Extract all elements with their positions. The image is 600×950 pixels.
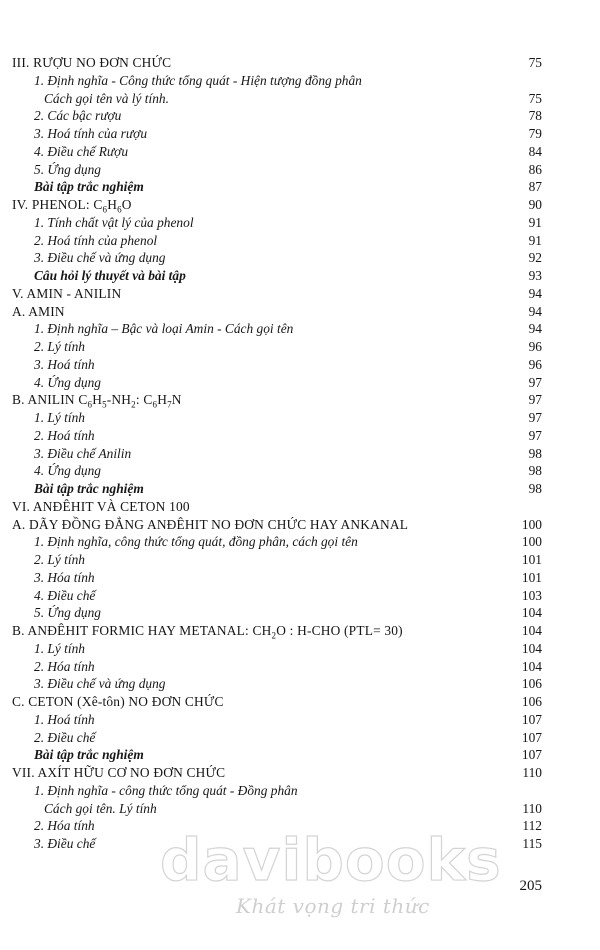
toc-entry-page: 94 [528, 321, 542, 337]
toc-entry-title: V. AMIN - ANILIN [12, 285, 122, 301]
toc-entry-page: 98 [528, 481, 542, 496]
toc-entry-title: 4. Ứng dụng [34, 463, 102, 479]
toc-entry-page: 112 [522, 818, 542, 834]
toc-entry-page: 110 [522, 800, 542, 816]
toc-entry-title: 1. Định nghĩa - Công thức tổng quát - Hiện tượng đồng phân [34, 72, 362, 88]
toc-entry-title: 3. Điều chế và ứng dụng [34, 250, 166, 266]
toc-entry-title: 1. Định nghĩa, công thức tổng quát, đồng phân, cách gọi tên [34, 534, 358, 550]
toc-entry-page: 87 [528, 179, 542, 195]
toc-entry-title: 2. Hóa tính [34, 818, 95, 834]
toc-entry-page: 75 [528, 90, 542, 106]
toc-entry-title: 1. Tính chất vật lý của phenol [34, 214, 194, 230]
toc-row [0, 675, 600, 693]
toc-entry-page: 110 [522, 765, 542, 780]
toc-entry-page: 106 [521, 694, 542, 709]
toc-entry-title: 3. Điều chế [34, 836, 96, 851]
toc-row [0, 285, 600, 303]
toc-row [0, 178, 600, 196]
toc-row [0, 604, 600, 622]
toc-row [0, 409, 600, 427]
toc-entry-title: 1. Định nghĩa - công thức tổng quát - Đồng phân [34, 782, 298, 798]
toc-entry-page: 97 [528, 427, 542, 443]
toc-entry-title: 1. Lý tính [34, 640, 85, 656]
toc-entry-page: 94 [528, 285, 542, 301]
toc-entry-page: 104 [521, 605, 542, 621]
toc-row [0, 232, 600, 250]
toc-row [0, 391, 600, 409]
toc-row [0, 214, 600, 232]
toc-entry-page: 79 [528, 126, 542, 141]
toc-entry-title: 3. Hoá tính của rượu [34, 126, 148, 141]
toc-row [0, 107, 600, 125]
toc-entry-title: 3. Điều chế Anilin [34, 445, 132, 461]
watermark-tagline: Khát vọng tri thức [236, 894, 430, 918]
toc-entry-title: 3. Hoá tính [34, 356, 95, 372]
toc-entry-title: IV. PHENOL: $C_6H_6O$ [12, 197, 132, 215]
toc-entry-title: 3. Điều chế và ứng dụng [34, 676, 166, 692]
toc-row [0, 90, 600, 108]
toc-entry-page: 75 [528, 55, 542, 70]
toc-entry-title: 2. Điều chế [34, 729, 96, 745]
toc-entry-title: VII. AXÍT HỮU CƠ NO ĐƠN CHỨC [12, 765, 226, 780]
toc-entry-title: A. AMIN [12, 303, 65, 319]
toc-row [0, 516, 600, 534]
toc-entry-page: 104 [521, 658, 542, 674]
page-number: 205 [519, 878, 542, 894]
toc-entry-page: 91 [528, 214, 542, 230]
toc-entry-title: 2. Lý tính [34, 552, 85, 567]
toc-entry-title: Bài tập trắc nghiệm [34, 179, 144, 195]
toc-row [0, 658, 600, 676]
toc-row [0, 54, 600, 72]
toc-entry-title: 2. Hóa tính [34, 658, 95, 674]
toc-row [0, 693, 600, 711]
toc-entry-page: 104 [521, 623, 542, 638]
toc-row [0, 462, 600, 480]
toc-entry-page: 107 [521, 747, 542, 763]
toc-entry-title: Bài tập trắc nghiệm [34, 747, 144, 763]
toc-entry-title: 2. Các bậc rượu [34, 108, 122, 124]
toc-entry-page: 86 [528, 161, 542, 177]
toc-entry-title: VI. ANĐÊHIT VÀ CETON 100 [12, 498, 190, 514]
toc-entry-page: 96 [528, 339, 542, 354]
toc-entry-page: 115 [522, 836, 542, 851]
toc-row [0, 640, 600, 658]
toc-entry-page: 106 [521, 676, 542, 692]
toc-entry-title: 4. Điều chế Rượu [34, 143, 129, 159]
toc-entry-page: 101 [521, 569, 542, 585]
toc-row [0, 800, 600, 818]
toc-row [0, 249, 600, 267]
toc-row [0, 267, 600, 285]
toc-row [0, 533, 600, 551]
toc-entry-title: 2. Lý tính [34, 339, 85, 354]
toc-row [0, 125, 600, 143]
toc-row [0, 303, 600, 321]
toc-row [0, 764, 600, 782]
toc-entry-title: III. RƯỢU NO ĐƠN CHỨC [12, 55, 172, 70]
toc-row [0, 746, 600, 764]
toc-row [0, 587, 600, 605]
toc-row [0, 729, 600, 747]
toc-entry-title: B. ANILIN $C_6H_5-NH_2$: $C_6H_7N$ [12, 392, 182, 410]
toc-entry-page: 97 [528, 374, 542, 390]
toc-entry-page: 90 [528, 197, 542, 212]
toc-row [0, 569, 600, 587]
toc-entry-page: 91 [528, 232, 542, 248]
toc-entry-title: Bài tập trắc nghiệm [34, 481, 144, 496]
toc-row [0, 498, 600, 516]
toc-entry-title: A. DÃY ĐỒNG ĐẲNG ANĐÊHIT NO ĐƠN CHỨC HAY ANKANAL [12, 516, 409, 532]
toc-row [0, 427, 600, 445]
toc-entry-page: 94 [528, 303, 542, 319]
toc-entry-page: 103 [521, 587, 542, 603]
toc-entry-title: 4. Ứng dụng [34, 374, 102, 390]
toc-entry-page: 96 [528, 356, 542, 372]
toc-entry-page: 101 [521, 552, 542, 567]
toc-row [0, 711, 600, 729]
toc-entry-title: 2. Hoá tính [34, 427, 95, 443]
toc-entry-title: 4. Điều chế [34, 587, 96, 603]
toc-entry-title: 5. Ứng dụng [34, 161, 102, 177]
toc-entry-page: 97 [528, 410, 542, 425]
toc-row [0, 338, 600, 356]
watermark-brand: davibooks [160, 826, 502, 894]
toc-entry-page: 104 [521, 640, 542, 656]
toc-entry-page: 93 [528, 268, 542, 283]
toc-entry-title: 3. Hóa tính [34, 569, 95, 585]
toc-entry-page: 98 [528, 463, 542, 479]
toc-row [0, 356, 600, 374]
toc-row [0, 480, 600, 498]
toc-row [0, 143, 600, 161]
toc-entry-title: 1. Hoá tính [34, 711, 95, 727]
toc-row [0, 782, 600, 800]
toc-entry-title: C. CETON (Xê-tôn) NO ĐƠN CHỨC [12, 694, 224, 709]
toc-row [0, 161, 600, 179]
toc-entry-title: 2. Hoá tính của phenol [34, 232, 158, 248]
toc-entry-page: 78 [528, 108, 542, 124]
toc-entry-page: 100 [521, 516, 542, 532]
toc-row [0, 72, 600, 90]
toc-row [0, 196, 600, 214]
toc-entry-page: 100 [521, 534, 542, 550]
toc-row [0, 445, 600, 463]
toc-row [0, 622, 600, 640]
toc-entry-title: 5. Ứng dụng [34, 605, 102, 621]
toc-row [0, 374, 600, 392]
toc-entry-title: Câu hỏi lý thuyết và bài tập [34, 268, 186, 283]
toc-entry-page: 97 [528, 392, 542, 408]
toc-entry-title: 1. Định nghĩa – Bậc và loại Amin - Cách gọi tên [34, 321, 294, 337]
toc-entry-page: 92 [528, 250, 542, 266]
toc-entry-page: 98 [528, 445, 542, 461]
toc-entry-title: Cách gọi tên. Lý tính [44, 800, 157, 816]
toc-row [0, 551, 600, 569]
toc-row [0, 320, 600, 338]
toc-entry-title: Cách gọi tên và lý tính. [44, 90, 169, 106]
toc-entry-page: 84 [528, 143, 542, 159]
toc-entry-title: B. ANĐÊHIT FORMIC HAY METANAL: $CH_2O$ : H-CHO (PTL= 30) [12, 623, 403, 641]
table-of-contents [0, 54, 600, 853]
toc-entry-page: 107 [521, 711, 542, 727]
toc-entry-page: 107 [521, 729, 542, 745]
toc-entry-title: 1. Lý tính [34, 410, 85, 425]
